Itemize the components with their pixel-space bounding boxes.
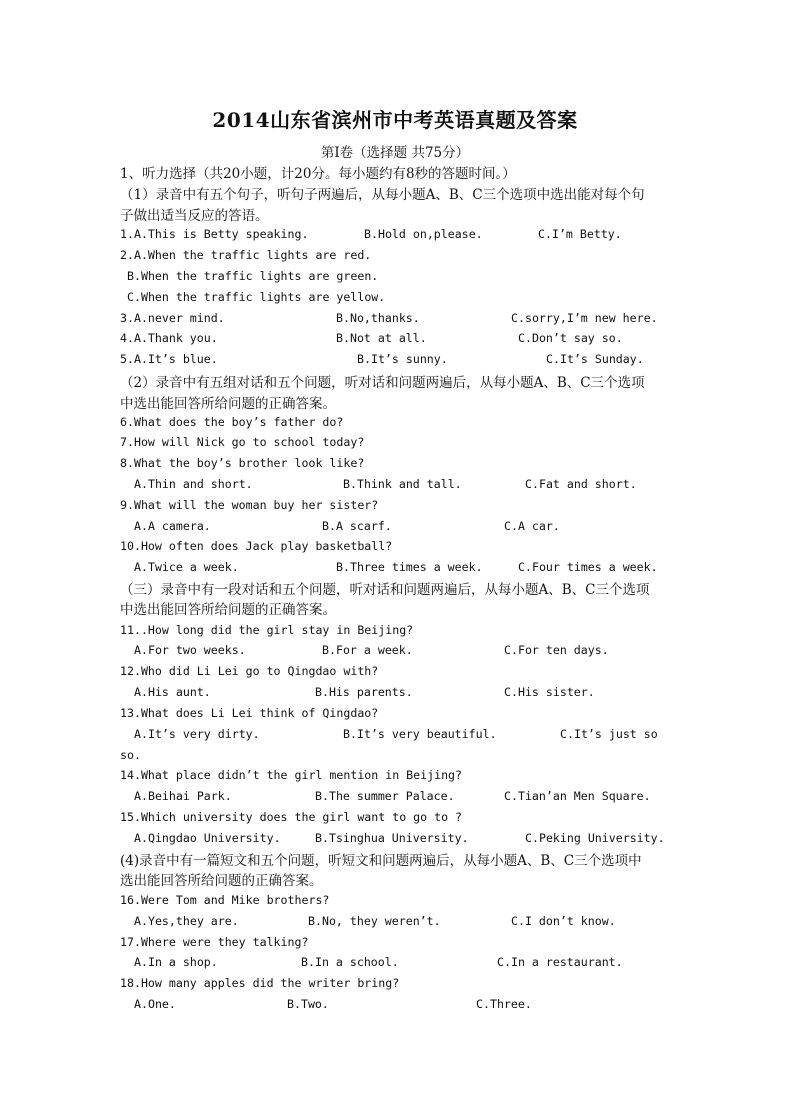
q10-option-c: C.Four times a week.	[518, 560, 658, 574]
q18-option-a: A.One.	[134, 997, 176, 1011]
part2-intro-line1: （2）录音中有五组对话和五个问题，听对话和问题两遍后，从每小题A、B、C三个选项	[120, 375, 645, 391]
q16-question: 16.Were Tom and Mike brothers?	[120, 893, 330, 907]
q13-option-c: C.It’s just so	[560, 727, 658, 741]
q17-question: 17.Where were they talking?	[120, 935, 309, 949]
q16-option-c: C.I don’t know.	[511, 914, 616, 928]
q9-option-b: B.A scarf.	[322, 519, 392, 533]
q2-option-a: 2.A.When the traffic lights are red.	[120, 248, 372, 262]
q7-question: 7.How will Nick go to school today?	[120, 435, 365, 449]
q3-option-a: 3.A.never mind.	[120, 311, 225, 325]
q8-question: 8.What the boy’s brother look like?	[120, 456, 365, 470]
q16-option-b: B.No, they weren’t.	[308, 914, 441, 928]
page-title: 2014山东省滨州市中考英语真题及答案	[212, 108, 578, 132]
q13-option-b: B.It’s very beautiful.	[343, 727, 497, 741]
part3-intro-line2: 中选出能回答所给问题的正确答案。	[120, 602, 336, 618]
q17-option-b: B.In a school.	[301, 955, 399, 969]
q18-option-c: C.Three.	[476, 997, 532, 1011]
q18-option-b: B.Two.	[287, 997, 329, 1011]
q14-option-c: C.Tian’an Men Square.	[504, 789, 651, 803]
part2-intro-line2: 中选出能回答所给问题的正确答案。	[120, 396, 336, 412]
q5-option-c: C.It’s Sunday.	[546, 352, 644, 366]
q4-option-a: 4.A.Thank you.	[120, 331, 218, 345]
q13-question: 13.What does Li Lei think of Qingdao?	[120, 706, 379, 720]
q12-option-c: C.His sister.	[504, 685, 595, 699]
q15-option-b: B.Tsinghua University.	[315, 831, 469, 845]
q17-option-a: A.In a shop.	[134, 955, 218, 969]
q12-option-b: B.His parents.	[315, 685, 413, 699]
part3-intro-line1: （三）录音中有一段对话和五个问题，听对话和问题两遍后，从每小题A、B、C三个选项	[120, 582, 650, 598]
q14-option-a: A.Beihai Park.	[134, 789, 232, 803]
q8-option-c: C.Fat and short.	[525, 477, 637, 491]
section-heading: 1、听力选择（共20小题，计20分。每小题约有8秒的答题时间。）	[120, 166, 516, 182]
q10-question: 10.How often does Jack play basketball?	[120, 539, 393, 553]
q13-option-c-continued: so.	[120, 748, 141, 762]
q11-option-b: B.For a week.	[322, 643, 413, 657]
part4-intro-line2: 选出能回答所给问题的正确答案。	[120, 873, 323, 889]
q9-question: 9.What will the woman buy her sister?	[120, 498, 379, 512]
q12-option-a: A.His aunt.	[134, 685, 211, 699]
q1-option-a: 1.A.This is Betty speaking.	[120, 227, 309, 241]
q8-option-b: B.Think and tall.	[343, 477, 462, 491]
q5-option-a: 5.A.It’s blue.	[120, 352, 218, 366]
q6-question: 6.What does the boy’s father do?	[120, 415, 344, 429]
q9-option-c: C.A car.	[504, 519, 560, 533]
page-subtitle: 第Ⅰ卷（选择题 共75分）	[320, 145, 470, 161]
q14-question: 14.What place didn’t the girl mention in Beijing?	[120, 768, 463, 782]
q11-option-c: C.For ten days.	[504, 643, 609, 657]
q15-option-c: C.Peking University.	[525, 831, 665, 845]
q13-option-a: A.It’s very dirty.	[134, 727, 260, 741]
q5-option-b: B.It’s sunny.	[357, 352, 448, 366]
q1-option-c: C.I’m Betty.	[538, 227, 622, 241]
q9-option-a: A.A camera.	[134, 519, 211, 533]
q14-option-b: B.The summer Palace.	[315, 789, 455, 803]
q15-question: 15.Which university does the girl want to go to ?	[120, 810, 463, 824]
part1-intro-line1: （1）录音中有五个句子，听句子两遍后，从每小题A、B、C三个选项中选出能对每个句	[120, 187, 645, 203]
q12-question: 12.Who did Li Lei go to Qingdao with?	[120, 664, 379, 678]
q8-option-a: A.Thin and short.	[134, 477, 253, 491]
q1-option-b: B.Hold on,please.	[364, 227, 483, 241]
q4-option-b: B.Not at all.	[336, 331, 427, 345]
q10-option-b: B.Three times a week.	[336, 560, 483, 574]
part1-intro-line2: 子做出适当反应的答语。	[120, 208, 269, 224]
part4-intro-line1: (4)录音中有一篇短文和五个问题，听短文和问题两遍后，从每小题A、B、C三个选项中	[120, 853, 642, 869]
q3-option-c: C.sorry,I’m new here.	[511, 311, 658, 325]
q18-question: 18.How many apples did the writer bring?	[120, 976, 400, 990]
q17-option-c: C.In a restaurant.	[497, 955, 623, 969]
q4-option-c: C.Don’t say so.	[518, 331, 623, 345]
q11-option-a: A.For two weeks.	[134, 643, 246, 657]
q2-option-c: C.When the traffic lights are yellow.	[127, 290, 386, 304]
q15-option-a: A.Qingdao University.	[134, 831, 281, 845]
q2-option-b: B.When the traffic lights are green.	[127, 269, 379, 283]
q10-option-a: A.Twice a week.	[134, 560, 239, 574]
q3-option-b: B.No,thanks.	[336, 311, 420, 325]
q16-option-a: A.Yes,they are.	[134, 914, 239, 928]
q11-question: 11..How long did the girl stay in Beijing?	[120, 623, 414, 637]
